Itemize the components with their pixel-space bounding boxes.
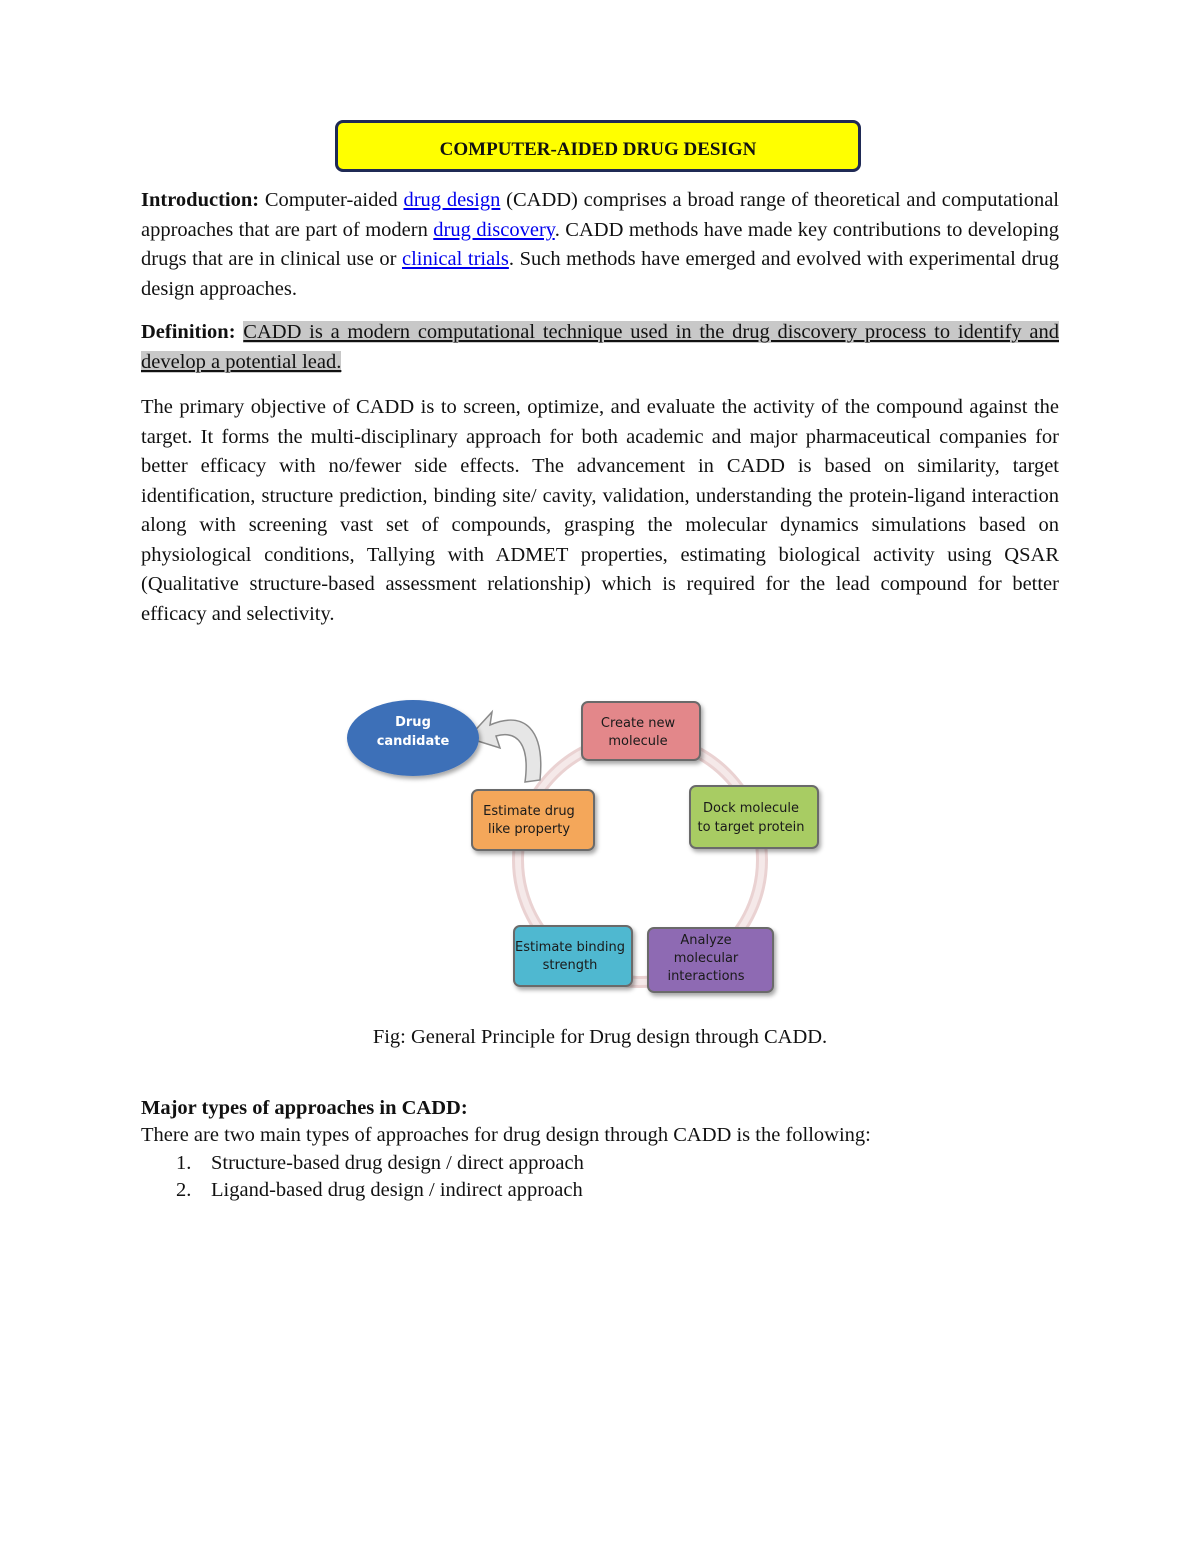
cadd-cycle-figure — [340, 690, 840, 1010]
analyze-label-2: molecular — [673, 951, 739, 966]
document-title: COMPUTER-AIDED DRUG DESIGN — [439, 139, 757, 160]
list-item-number: 1. — [176, 1152, 192, 1174]
binding-label-2: strength — [542, 958, 598, 973]
title-box — [335, 120, 861, 172]
definition-label: Definition: — [141, 321, 236, 343]
node-analyze-interactions — [648, 928, 773, 992]
analyze-label-1: Analyze — [680, 933, 732, 948]
create-label-1: Create new — [600, 716, 676, 731]
link-drug-discovery[interactable]: drug discovery — [433, 218, 555, 241]
figure-caption: Fig: General Principle for Drug design through CADD. — [372, 1026, 828, 1048]
node-create-molecule — [582, 702, 700, 760]
node-druglike-property — [472, 790, 594, 850]
dock-label-2: to target protein — [697, 820, 805, 835]
objective-paragraph: The primary objective of CADD is to screen, optimize, and evaluate the activity of the compound against the target. It forms the multi-disciplinary approach for both academic and major pharmaceutical companies for better efficacy with no/fewer side effects. The advancement in CADD is based on similarity, target identification, structure prediction, binding site/ cavity, validation, understanding the protein-ligand interaction along with screening vast set of compounds, grasping the molecular dynamics simulations based on physiological conditions, Tallying with ADMET properties, estimating biological activity using QSAR (Qualitative structure-based assessment relationship) which is required for the lead compound for better efficacy and selectivity. — [141, 396, 1059, 625]
major-types-intro: There are two main types of approaches for drug design through CADD is the following: — [141, 1124, 871, 1146]
definition-text: CADD is a modern computational technique used in the drug discovery process to identify and develop a potential lead. — [141, 321, 1059, 373]
intro-text-2: (CADD) comprises a broad range of theoretical and computational approaches that are part of modern — [141, 189, 1059, 241]
link-clinical-trials[interactable]: clinical trials — [401, 248, 509, 270]
dock-box — [690, 786, 818, 848]
binding-box — [514, 926, 632, 986]
link-drug-design[interactable]: drug design — [403, 189, 501, 211]
node-drug-candidate — [347, 700, 479, 776]
candidate-label-1: Drug — [395, 715, 431, 730]
druglike-label-1: Estimate drug — [483, 804, 575, 819]
create-box — [582, 702, 700, 760]
list-item-text: Structure-based drug design / direct approach — [211, 1152, 584, 1174]
return-arrow-icon — [468, 712, 541, 782]
definition-paragraph — [141, 318, 1059, 377]
druglike-box — [472, 790, 594, 850]
list-item-text: Ligand-based drug design / indirect approach — [211, 1179, 583, 1201]
create-label-2: molecule — [608, 734, 668, 749]
node-dock-molecule — [690, 786, 818, 848]
intro-text-4: . Such methods have emerged and evolved with experimental drug design approaches. — [141, 248, 1059, 300]
dock-label-1: Dock molecule — [703, 801, 799, 816]
introduction-label: Introduction: — [141, 189, 260, 211]
list-item-number: 2. — [176, 1179, 192, 1201]
introduction-paragraph — [141, 186, 1059, 304]
binding-label-1: Estimate binding — [514, 940, 626, 955]
major-types-heading: Major types of approaches in CADD: — [141, 1097, 468, 1119]
node-binding-strength — [514, 926, 632, 986]
candidate-label-2: candidate — [376, 734, 450, 749]
intro-text-3: . CADD methods have made key contributions to developing drugs that are in clinical use or — [141, 218, 1059, 270]
druglike-label-2: like property — [487, 822, 571, 837]
analyze-label-3: interactions — [667, 969, 745, 984]
intro-text-1: Computer-aided — [259, 189, 404, 211]
